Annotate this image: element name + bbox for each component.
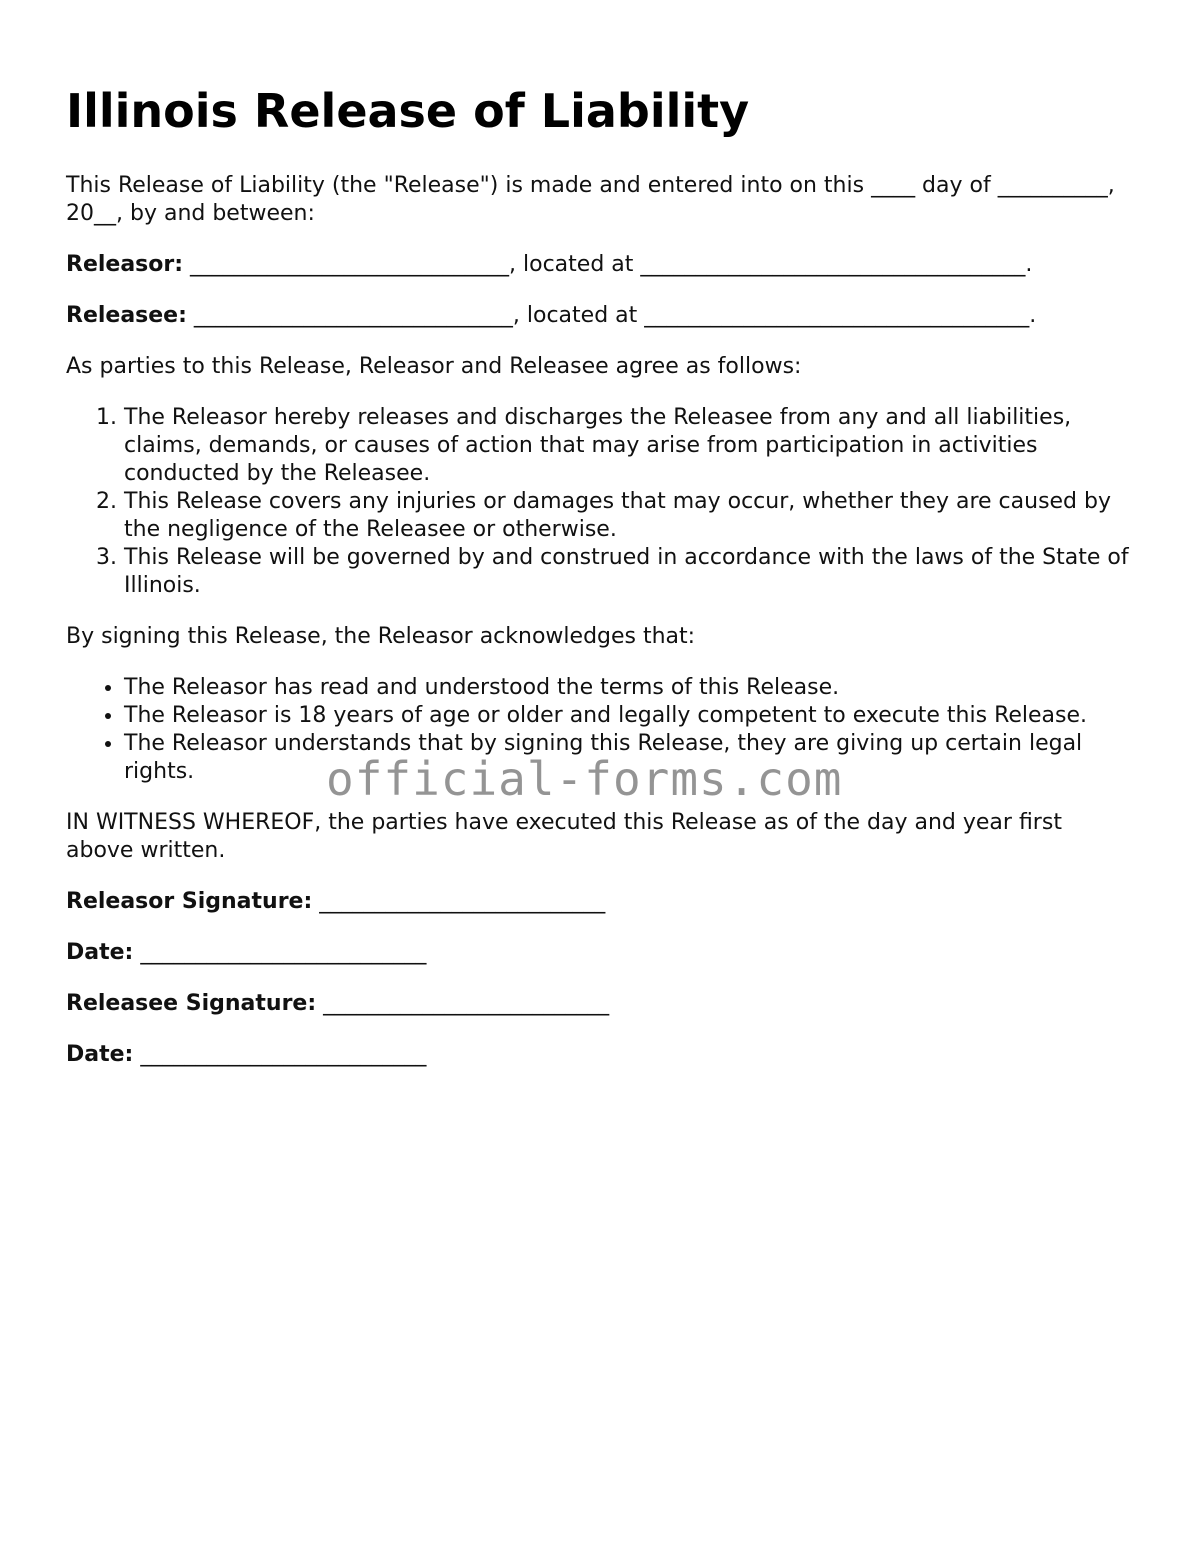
releasee-label: Releasee:	[66, 303, 187, 328]
date-label: Date:	[66, 940, 134, 965]
witness-paragraph: IN WITNESS WHEREOF, the parties have executed this Release as of the day and year first above written.	[66, 810, 1062, 863]
date-blank: __________________________	[133, 940, 427, 965]
terms-list	[66, 404, 1136, 600]
releasee-line	[66, 302, 1136, 330]
releasor-line	[66, 251, 1136, 279]
agreement-intro: As parties to this Release, Releasor and Releasee agree as follows:	[66, 354, 802, 379]
releasee-date-line	[66, 1041, 1136, 1069]
date-blank: __________________________	[133, 1042, 427, 1067]
releasor-label: Releasor:	[66, 252, 184, 277]
signature-label: Releasor Signature:	[66, 889, 313, 914]
releasor-signature-line	[66, 888, 1136, 916]
term-item: 1. The Releasor hereby releases and discharges the Releasee from any and all liabilities, claims, demands, or causes of action that may arise from participation in activities conducted by the Releasee.	[124, 404, 1136, 488]
intro-paragraph: This Release of Liability (the "Release") is made and entered into on this ____ day of __________, 20__, by and between:	[66, 173, 1115, 226]
acknowledgment-item: • The Releasor has read and understood the terms of this Release.	[124, 674, 1136, 702]
releasee-signature-line	[66, 990, 1136, 1018]
releasor-date-line	[66, 939, 1136, 967]
document-title: Illinois Release of Liability	[66, 84, 750, 138]
signature-blank: __________________________	[312, 889, 606, 914]
releasor-blank: _____________________________, located at ___________________________________.	[183, 252, 1033, 277]
acknowledgment-intro: By signing this Release, the Releasor acknowledges that:	[66, 624, 696, 649]
signature-label: Releasee Signature:	[66, 991, 317, 1016]
acknowledgment-item: • The Releasor understands that by signing this Release, they are giving up certain legal rights.	[124, 730, 1136, 786]
watermark: official-forms.com	[326, 752, 843, 806]
acknowledgment-item: • The Releasor is 18 years of age or older and legally competent to execute this Release.	[124, 702, 1136, 730]
releasee-blank: _____________________________, located at ___________________________________.	[186, 303, 1037, 328]
acknowledgments-list	[66, 674, 1136, 786]
term-item: 2. This Release covers any injuries or damages that may occur, whether they are caused by the negligence of the Releasee or otherwise.	[124, 488, 1136, 544]
date-label: Date:	[66, 1042, 134, 1067]
signature-blank: __________________________	[316, 991, 610, 1016]
term-item: 3. This Release will be governed by and construed in accordance with the laws of the State of Illinois.	[124, 544, 1136, 600]
document-page	[66, 78, 1136, 1092]
